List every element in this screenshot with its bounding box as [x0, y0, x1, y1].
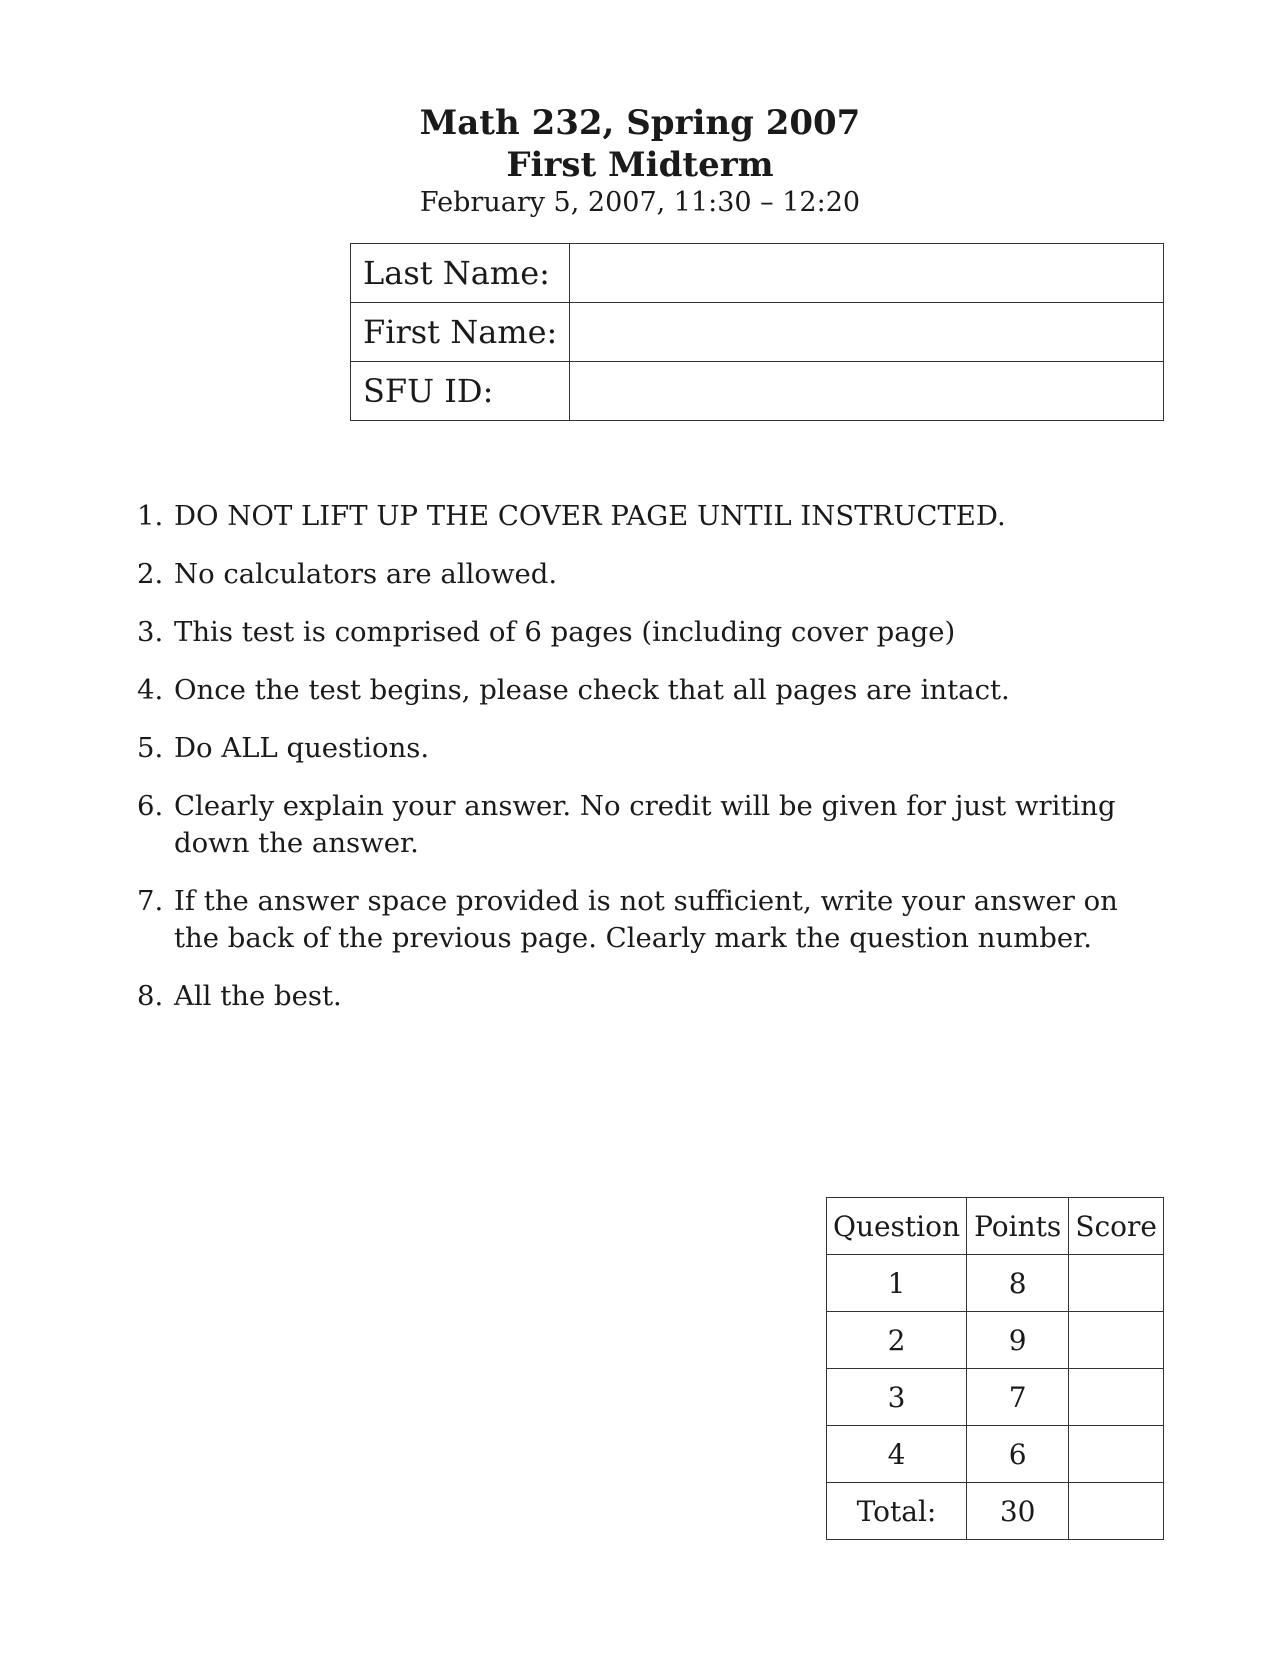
instruction-number: 3. — [137, 616, 164, 648]
instruction-text: Do ALL questions. — [174, 732, 430, 764]
student-info-table — [350, 243, 1164, 421]
instruction-text: This test is comprised of 6 pages (including cover page) — [174, 616, 956, 648]
first-name-field[interactable] — [570, 303, 1164, 362]
total-points-cell: 30 — [967, 1483, 1069, 1540]
points-cell: 7 — [967, 1369, 1069, 1426]
question-cell: 3 — [827, 1369, 967, 1426]
instruction-number: 8. — [137, 980, 164, 1012]
score-column-header: Score — [1069, 1198, 1164, 1255]
total-label-cell: Total: — [827, 1483, 967, 1540]
points-cell: 6 — [967, 1426, 1069, 1483]
instruction-number: 7. — [137, 885, 164, 917]
points-cell: 8 — [967, 1255, 1069, 1312]
exam-title: First Midterm — [506, 145, 774, 185]
total-score-cell[interactable] — [1069, 1483, 1164, 1540]
table-row — [827, 1312, 1164, 1369]
instruction-item — [137, 498, 1165, 535]
student-info-row — [351, 303, 1164, 362]
score-cell[interactable] — [1069, 1312, 1164, 1369]
question-cell: 4 — [827, 1426, 967, 1483]
instruction-text: No calculators are allowed. — [174, 558, 558, 590]
instruction-item — [137, 556, 1165, 593]
total-row — [827, 1483, 1164, 1540]
question-column-header: Question — [827, 1198, 967, 1255]
last-name-label: Last Name: — [351, 244, 570, 303]
score-table — [826, 1197, 1164, 1540]
instruction-number: 1. — [137, 500, 164, 532]
instruction-item — [137, 788, 1165, 862]
table-row — [827, 1426, 1164, 1483]
instruction-item — [137, 614, 1165, 651]
exam-datetime: February 5, 2007, 11:30 – 12:20 — [419, 187, 861, 218]
sfu-id-field[interactable] — [570, 362, 1164, 421]
instruction-text: Clearly explain your answer. No credit will be given for just writing down the answer. — [174, 790, 1116, 859]
student-info-row — [351, 362, 1164, 421]
instructions-list — [137, 498, 1165, 1036]
score-cell[interactable] — [1069, 1255, 1164, 1312]
instruction-item — [137, 672, 1165, 709]
instruction-item — [137, 978, 1165, 1015]
student-info-row — [351, 244, 1164, 303]
table-row — [827, 1369, 1164, 1426]
instruction-text: Once the test begins, please check that all pages are intact. — [174, 674, 1010, 706]
instruction-text: DO NOT LIFT UP THE COVER PAGE UNTIL INSTRUCTED. — [174, 500, 1006, 532]
score-cell[interactable] — [1069, 1369, 1164, 1426]
instruction-text: If the answer space provided is not sufficient, write your answer on the back of the previous page. Clearly mark the question number. — [174, 885, 1118, 954]
instruction-number: 6. — [137, 790, 164, 822]
score-table-header — [827, 1198, 1164, 1255]
instruction-item — [137, 730, 1165, 767]
last-name-field[interactable] — [570, 244, 1164, 303]
sfu-id-label: SFU ID: — [351, 362, 570, 421]
question-cell: 1 — [827, 1255, 967, 1312]
points-column-header: Points — [967, 1198, 1069, 1255]
score-cell[interactable] — [1069, 1426, 1164, 1483]
instruction-item — [137, 883, 1165, 957]
question-cell: 2 — [827, 1312, 967, 1369]
exam-header — [0, 102, 1280, 220]
first-name-label: First Name: — [351, 303, 570, 362]
points-cell: 9 — [967, 1312, 1069, 1369]
instruction-number: 5. — [137, 732, 164, 764]
course-title: Math 232, Spring 2007 — [419, 103, 861, 143]
table-row — [827, 1255, 1164, 1312]
instruction-number: 2. — [137, 558, 164, 590]
instruction-number: 4. — [137, 674, 164, 706]
instruction-text: All the best. — [174, 980, 342, 1012]
